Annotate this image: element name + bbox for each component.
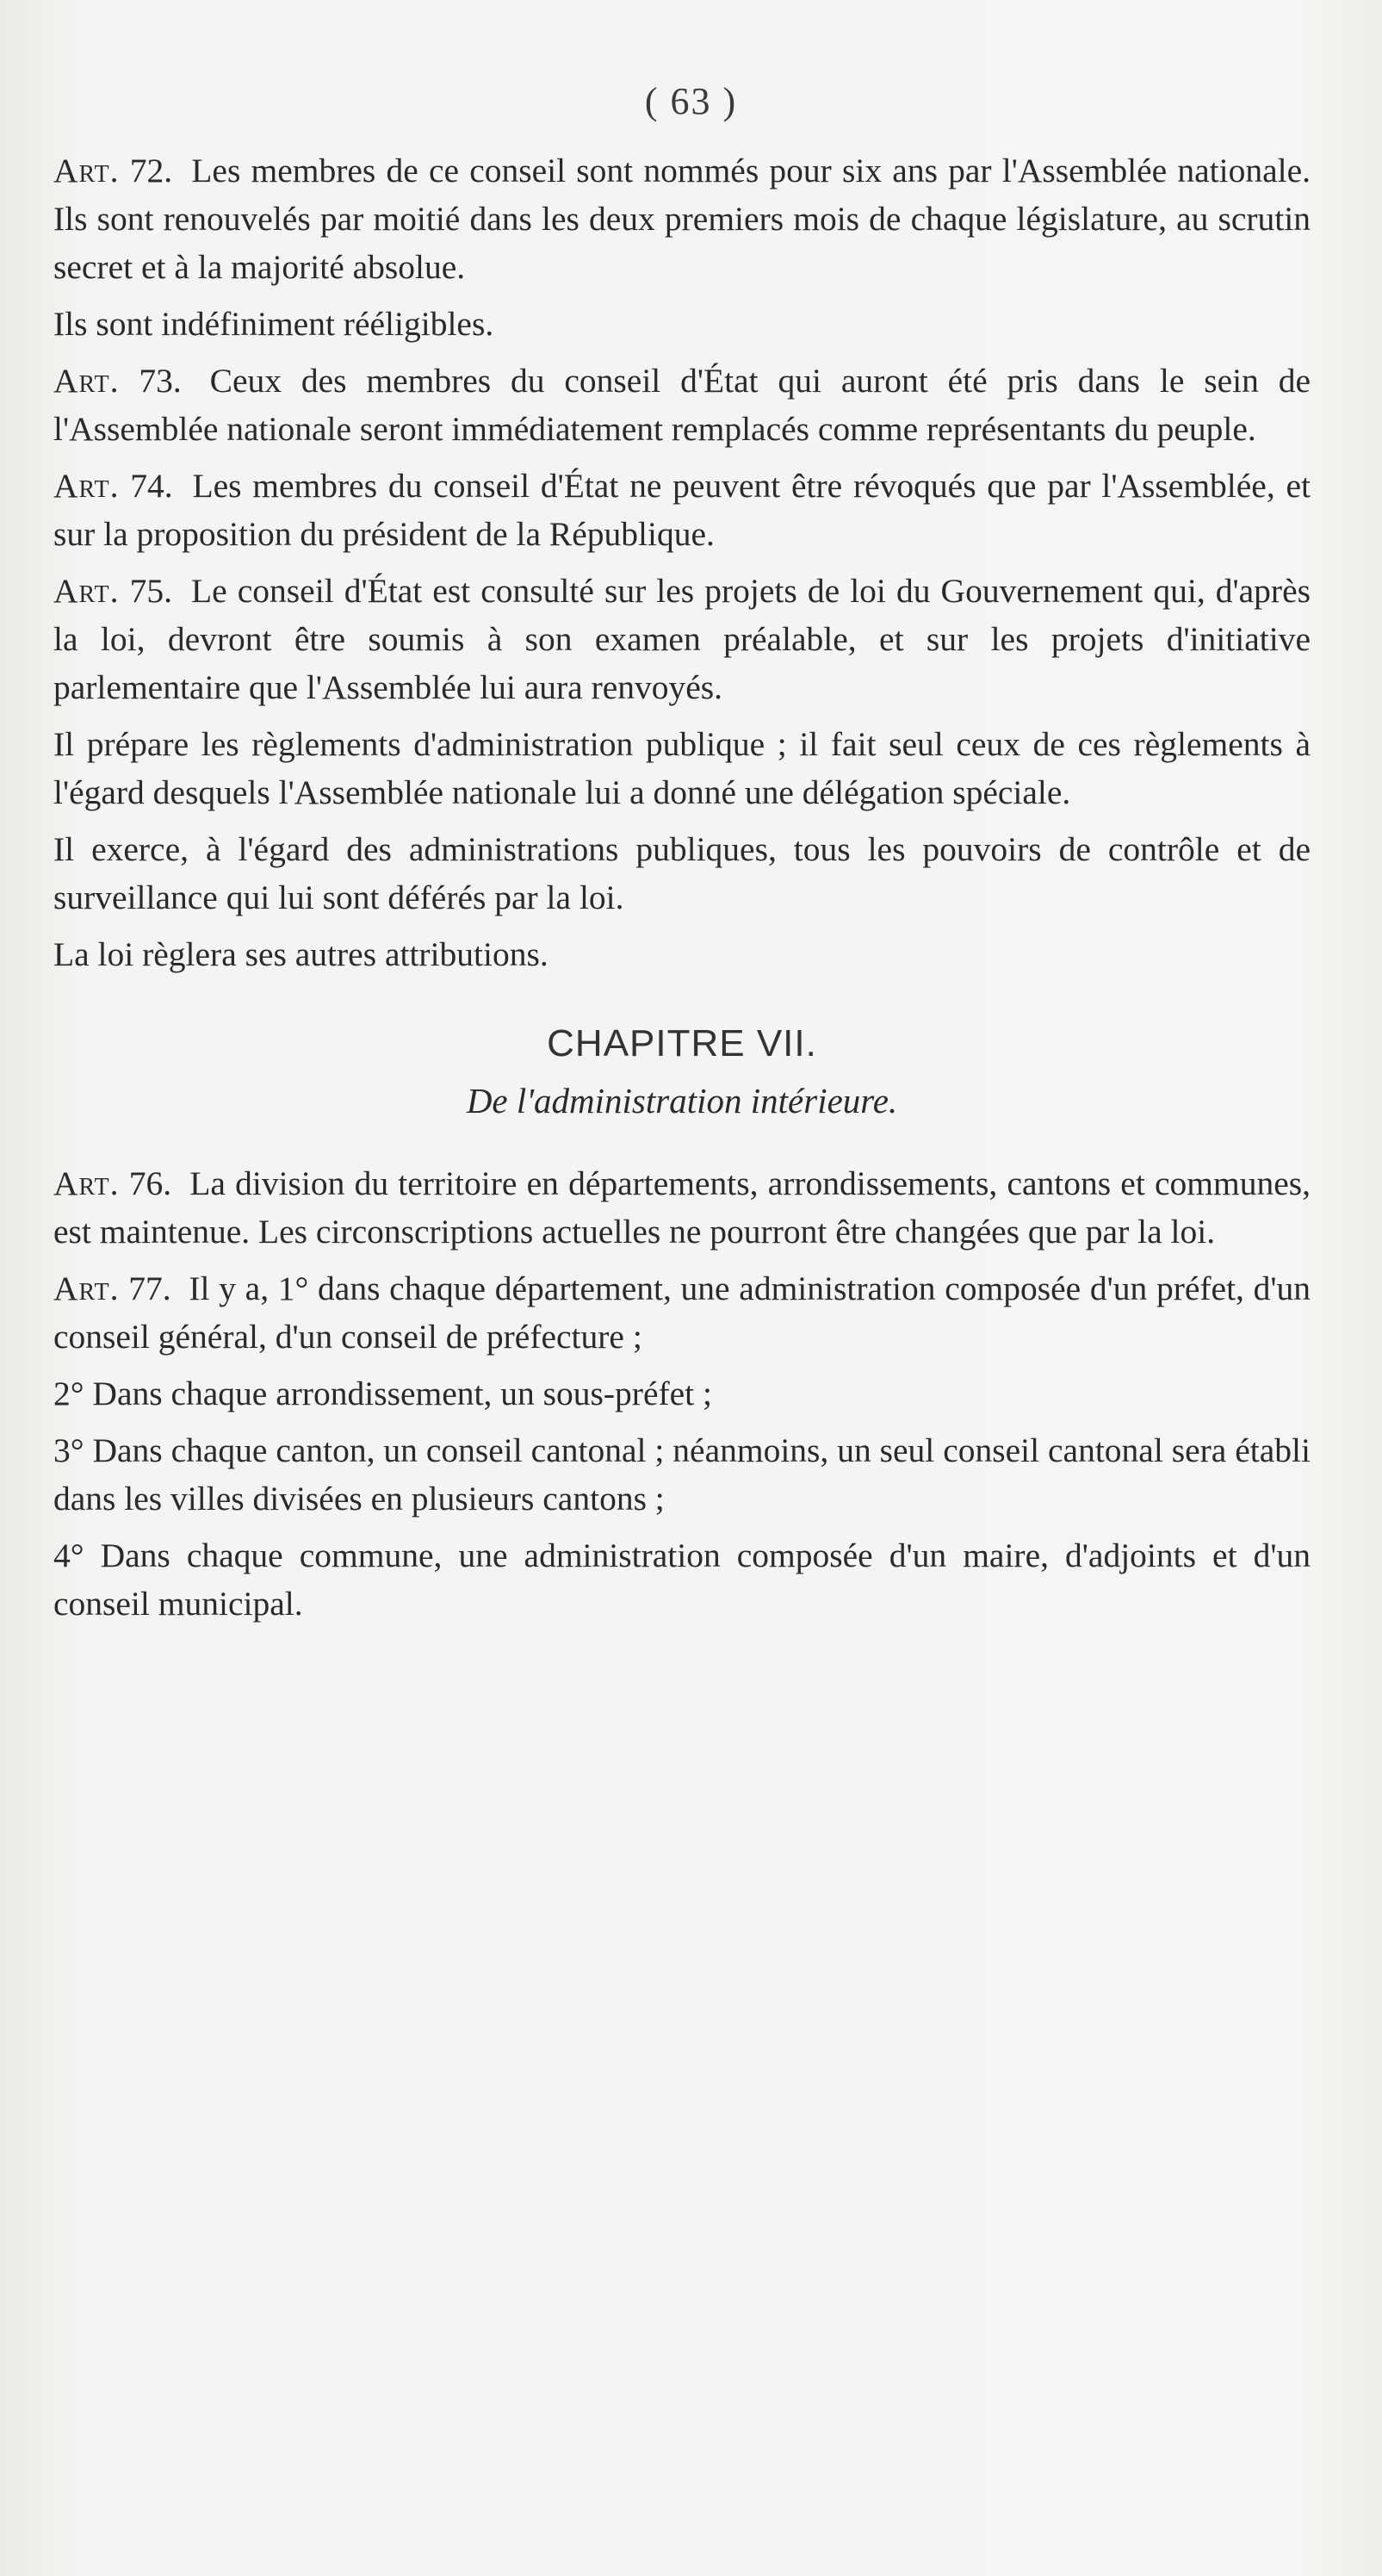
article-label: Art. bbox=[53, 1269, 120, 1307]
article-label: Art. bbox=[53, 467, 120, 505]
article-paragraph bbox=[53, 300, 1311, 348]
article-text: Il exerce, à l'égard des administrations publiques, tous les pouvoirs de contrôle et de surveillance qui lui sont déférés par la loi. bbox=[53, 830, 1311, 916]
article-number: 76. bbox=[128, 1164, 172, 1202]
chapter-subtitle: De l'administration intérieure. bbox=[466, 1081, 898, 1120]
article-paragraph bbox=[53, 825, 1311, 922]
article-paragraph bbox=[53, 567, 1311, 711]
article-number: 74. bbox=[130, 467, 173, 505]
article-number: 75. bbox=[129, 572, 172, 610]
page-number: ( 63 ) bbox=[644, 80, 738, 122]
article-paragraph bbox=[53, 930, 1311, 978]
text-block bbox=[53, 146, 1311, 1636]
article-paragraph bbox=[53, 1426, 1311, 1523]
articles-section-2 bbox=[53, 1159, 1311, 1628]
article-text: 2° Dans chaque arrondissement, un sous-préfet ; bbox=[53, 1375, 712, 1412]
article-paragraph bbox=[53, 1369, 1311, 1418]
article-text: La division du territoire en départements, arrondissements, cantons et communes, est maintenue. Les circonscriptions actuelles ne pourront être changées que par la loi. bbox=[53, 1164, 1311, 1251]
article-text: Ils sont indéfiniment rééligibles. bbox=[53, 305, 494, 343]
chapter-title: CHAPITRE VII. bbox=[547, 1022, 817, 1065]
article-text: 3° Dans chaque canton, un conseil cantonal ; néanmoins, un seul conseil cantonal sera établi dans les villes divisées en plusieurs cantons ; bbox=[53, 1431, 1311, 1518]
article-paragraph bbox=[53, 1159, 1311, 1256]
article-label: Art. bbox=[53, 152, 120, 189]
article-text: Les membres du conseil d'État ne peuvent être révoqués que par l'Assemblée, et sur la proposition du président de la République. bbox=[53, 467, 1311, 553]
article-paragraph bbox=[53, 1531, 1311, 1628]
article-text: Les membres de ce conseil sont nommés pour six ans par l'Assemblée nationale. Ils sont renouvelés par moitié dans les deux premiers mois de chaque législature, au scrutin secret et à la majorité absolue. bbox=[53, 152, 1311, 286]
article-number: 72. bbox=[129, 152, 173, 189]
article-number: 77. bbox=[128, 1269, 171, 1307]
article-text: Il prépare les règlements d'administration publique ; il fait seul ceux de ces règlements à l'égard desquels l'Assemblée nationale lui a donné une délégation spéciale. bbox=[53, 725, 1311, 811]
article-paragraph bbox=[53, 357, 1311, 453]
article-text: La loi règlera ses autres attributions. bbox=[53, 935, 548, 973]
article-text: Ceux des membres du conseil d'État qui auront été pris dans le sein de l'Assemblée nationale seront immédiatement remplacés comme représentants du peuple. bbox=[53, 362, 1311, 448]
articles-section-1 bbox=[53, 146, 1311, 978]
article-label: Art. bbox=[53, 362, 120, 400]
article-number: 73. bbox=[139, 362, 182, 400]
article-paragraph bbox=[53, 720, 1311, 816]
article-paragraph bbox=[53, 146, 1311, 291]
article-label: Art. bbox=[53, 572, 120, 610]
article-label: Art. bbox=[53, 1164, 120, 1202]
article-paragraph bbox=[53, 462, 1311, 558]
article-text: 4° Dans chaque commune, une administration composée d'un maire, d'adjoints et d'un conseil municipal. bbox=[53, 1536, 1311, 1623]
article-text: Il y a, 1° dans chaque département, une administration composée d'un préfet, d'un conseil général, d'un conseil de préfecture ; bbox=[53, 1269, 1311, 1356]
article-paragraph bbox=[53, 1264, 1311, 1361]
article-text: Le conseil d'État est consulté sur les projets de loi du Gouvernement qui, d'après la loi, devront être soumis à son examen préalable, et sur les projets d'initiative parlementaire que l'Assemblée lui aura renvoyés. bbox=[53, 572, 1311, 706]
